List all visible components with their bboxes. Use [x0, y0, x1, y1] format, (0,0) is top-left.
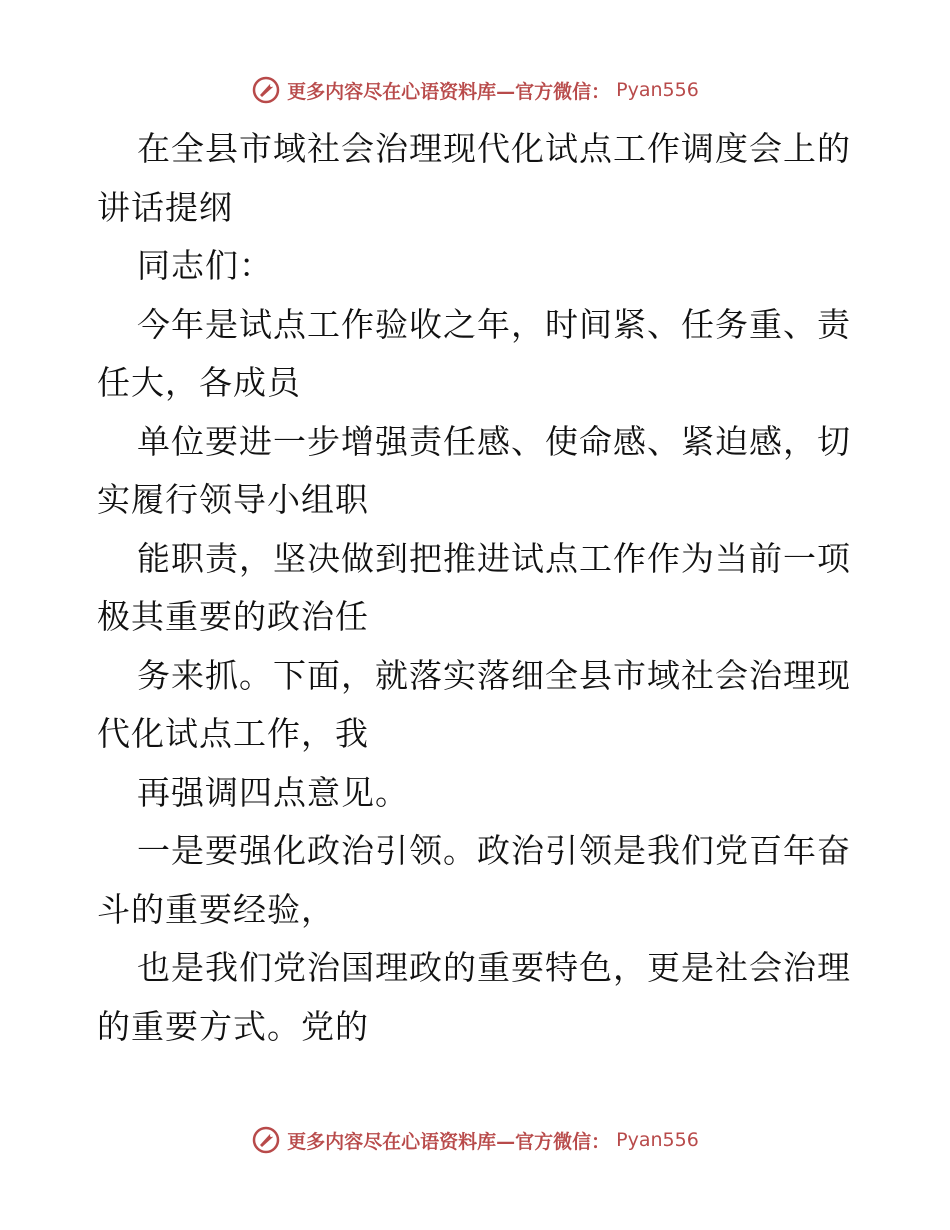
text-line: 同志们：: [137, 246, 273, 285]
text-line: 在全县市域社会治理现代化试点工作调度会上的: [137, 129, 851, 168]
text-line: 也是我们党治国理政的重要特色，更是社会治理: [137, 948, 851, 987]
banner-text: 更多内容尽在心语资料库—官方微信：: [287, 1130, 611, 1153]
text-line: 单位要进一步增强责任感、使命感、紧迫感，切: [137, 421, 851, 461]
text-line: 的重要方式。党的: [97, 1006, 369, 1046]
banner-text: 更多内容尽在心语资料库—官方微信：: [287, 80, 611, 103]
text-line: 实履行领导小组职: [97, 480, 369, 519]
text-line: 今年是试点工作验收之年，时间紧、任务重、责: [137, 304, 851, 344]
pen-nib-circle-icon: [251, 75, 281, 105]
pen-nib-circle-icon: [251, 1125, 281, 1155]
text-line: 务来抓。下面，就落实落细全县市域社会治理现: [137, 655, 851, 695]
text-line: 代化试点工作，我: [97, 714, 369, 753]
banner-wechat-id: Pyan556: [616, 79, 699, 101]
text-line: 一是要强化政治引领。政治引领是我们党百年奋: [137, 831, 851, 870]
text-line: 斗的重要经验，: [97, 889, 335, 929]
text-line: 极其重要的政治任: [97, 597, 369, 636]
text-line: 任大，各成员: [97, 363, 301, 402]
banner-wechat-id: Pyan556: [616, 1129, 699, 1151]
text-line: 讲话提纲: [97, 187, 233, 227]
text-line: 能职责，坚决做到把推进试点工作作为当前一项: [137, 538, 851, 578]
footer-banner: [0, 1120, 950, 1160]
header-banner: [0, 70, 950, 110]
document-body: [97, 120, 857, 1056]
text-line: 再强调四点意见。: [137, 772, 409, 812]
